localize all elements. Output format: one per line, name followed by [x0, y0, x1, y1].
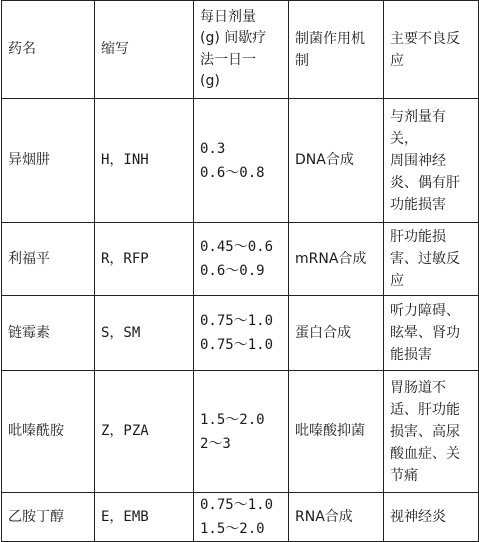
header-dose-line: 每日剂量 [200, 8, 256, 25]
header-name [2, 1, 95, 99]
table-row [2, 493, 479, 542]
header-side-effects [384, 1, 479, 99]
drug-side-effects [384, 493, 479, 542]
drug-name: 链霉素 [2, 296, 95, 371]
dose-value: 1.5～2.0 [200, 521, 265, 537]
side-effect-line: 关， [390, 130, 418, 147]
side-effect-line: 节痛 [390, 467, 418, 484]
header-abbr [95, 1, 194, 99]
side-effect-line: 酸血症、关 [390, 445, 460, 462]
side-effect-line: 与剂量有 [390, 108, 446, 125]
dose-value: 2～3 [200, 435, 231, 452]
drug-mechanism: 吡嗪酸抑菌 [289, 371, 384, 493]
dose-value: 0.75～1.0 [200, 497, 274, 513]
header-dose-line: (g) [200, 73, 220, 89]
side-effect-line: 眩晕、肾功 [390, 325, 460, 341]
drug-dose [194, 223, 289, 296]
drug-side-effects [384, 296, 479, 371]
side-effect-line: 应 [390, 273, 404, 289]
header-row [2, 1, 479, 99]
table-row [2, 296, 479, 371]
drug-side-effects [384, 371, 479, 493]
dose-value: 0.6～0.8 [200, 164, 265, 181]
drug-mechanism: RNA合成 [289, 493, 384, 542]
side-effect-line: 害、过敏反 [390, 251, 460, 267]
header-abbr-label: 缩写 [101, 41, 129, 57]
drug-table [1, 0, 479, 542]
drug-side-effects [384, 223, 479, 296]
side-effect-line: 肝功能损 [390, 229, 446, 245]
drug-dose [194, 296, 289, 371]
side-effect-line: 胃肠道不 [390, 379, 446, 396]
header-dose-line: (g) 间歇疗 [200, 30, 267, 46]
table-row [2, 99, 479, 223]
header-dose [194, 1, 289, 99]
dose-value: 0.75～1.0 [200, 313, 274, 329]
header-mechanism [289, 1, 384, 99]
header-side-effects-line: 应 [390, 52, 404, 69]
side-effect-line: 炎、偶有肝 [390, 174, 460, 191]
header-mechanism-line: 制 [295, 52, 309, 69]
drug-mechanism: DNA合成 [289, 99, 384, 223]
header-side-effects-line: 主要不良反 [390, 30, 460, 47]
dose-value: 0.3 [200, 140, 226, 157]
header-dose-line: 法一日一 [200, 51, 256, 68]
drug-name: 异烟肼 [2, 99, 95, 223]
drug-mechanism: mRNA合成 [289, 223, 384, 296]
drug-abbr: S，SM [95, 296, 194, 371]
side-effect-line: 功能损害 [390, 196, 446, 213]
side-effect-line: 适、肝功能 [390, 401, 460, 418]
dose-value: 1.5～2.0 [200, 411, 265, 428]
drug-dose [194, 99, 289, 223]
table-row [2, 371, 479, 493]
drug-abbr: E，EMB [95, 493, 194, 542]
drug-name: 乙胺丁醇 [2, 493, 95, 542]
drug-abbr: R，RFP [95, 223, 194, 296]
drug-name: 利福平 [2, 223, 95, 296]
table-row [2, 223, 479, 296]
side-effect-line: 周围神经 [390, 152, 446, 169]
dose-value: 0.75～1.0 [200, 337, 274, 353]
header-mechanism-line: 制菌作用机 [295, 30, 365, 47]
drug-mechanism: 蛋白合成 [289, 296, 384, 371]
side-effect-line: 损害、高尿 [390, 423, 460, 440]
drug-name: 吡嗪酰胺 [2, 371, 95, 493]
dose-value: 0.6～0.9 [200, 263, 265, 279]
header-name-label: 药名 [8, 41, 36, 57]
side-effect-line: 视神经炎 [390, 509, 446, 525]
drug-abbr: H，INH [95, 99, 194, 223]
dose-value: 0.45～0.6 [200, 239, 274, 255]
drug-dose [194, 371, 289, 493]
drug-dose [194, 493, 289, 542]
side-effect-line: 能损害 [390, 347, 432, 363]
drug-side-effects [384, 99, 479, 223]
drug-abbr: Z，PZA [95, 371, 194, 493]
side-effect-line: 听力障碍、 [390, 303, 460, 319]
